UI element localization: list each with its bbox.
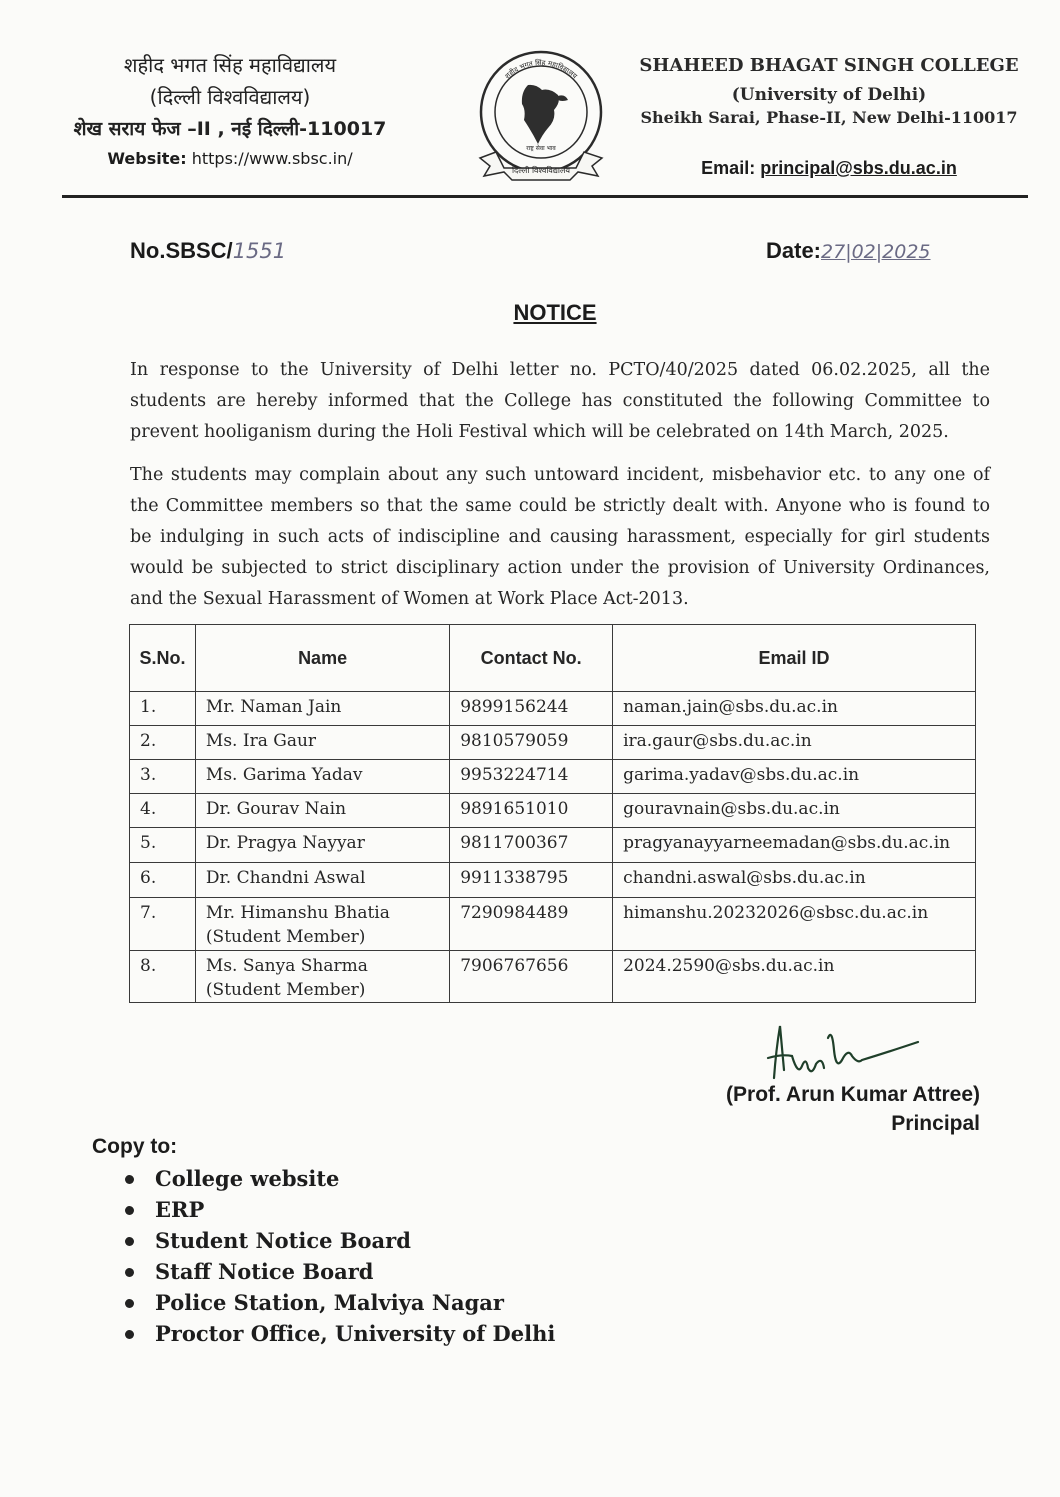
table-row: [130, 692, 976, 726]
cell-name: [195, 863, 449, 898]
cell-sno: [130, 726, 196, 760]
table-row: [130, 760, 976, 794]
cell-contact: [450, 794, 613, 828]
cell-sno: [130, 760, 196, 794]
table-row: [130, 828, 976, 863]
cell-email-text[interactable]: chandni.aswal@sbs.du.ac.in: [623, 868, 866, 888]
reference-number: [130, 238, 286, 264]
cell-sno: [130, 794, 196, 828]
cell-sno: [130, 692, 196, 726]
email-label: Email:: [701, 158, 756, 178]
hindi-college-name: शहीद भगत सिंह महाविद्यालय: [123, 53, 337, 77]
copy-to-item: ERP: [155, 1197, 205, 1222]
date-label: Date:: [766, 238, 822, 263]
copy-to-item: Staff Notice Board: [155, 1259, 374, 1284]
cell-sno: [130, 898, 196, 951]
website-line: [50, 151, 410, 167]
reference-handwritten: 1551: [232, 239, 287, 263]
cell-name: [195, 951, 449, 1003]
list-item: [125, 1163, 555, 1194]
cell-email-text[interactable]: naman.jain@sbs.du.ac.in: [623, 697, 838, 717]
list-item: [125, 1256, 555, 1287]
college-address: Sheikh Sarai, Phase-II, New Delhi-110017: [640, 108, 1018, 127]
table-row: [130, 794, 976, 828]
cell-contact: [450, 692, 613, 726]
cell-name: [195, 898, 449, 951]
cell-email-text[interactable]: garima.yadav@sbs.du.ac.in: [623, 765, 860, 785]
cell-contact-text: 9811700367: [460, 833, 569, 853]
cell-email: [613, 794, 976, 828]
copy-to-item: College website: [155, 1166, 340, 1191]
cell-sno-text: 2.: [140, 731, 157, 751]
cell-email-text[interactable]: gouravnain@sbs.du.ac.in: [623, 799, 840, 819]
cell-contact: [450, 760, 613, 794]
cell-email-text[interactable]: 2024.2590@sbs.du.ac.in: [623, 956, 835, 976]
svg-text:शहीद भगत सिंह महाविद्यालय: [503, 58, 579, 81]
cell-email: [613, 898, 976, 951]
cell-contact-text: 7906767656: [460, 956, 569, 976]
copy-to-label: Copy to:: [92, 1135, 178, 1158]
logo-motto-text: राष्ट्र सेवा भाव: [526, 145, 556, 152]
notice-title: NOTICE: [513, 300, 597, 325]
cell-name: [195, 760, 449, 794]
website-url[interactable]: https://www.sbsc.in/: [191, 149, 353, 168]
table-row: [130, 726, 976, 760]
header-divider: [62, 195, 1028, 198]
cell-email-text[interactable]: pragyanayyarneemadan@sbs.du.ac.in: [623, 833, 951, 853]
hindi-address: शेख सराय फेज –II , नई दिल्ली-110017: [73, 118, 387, 140]
cell-email-text[interactable]: ira.gaur@sbs.du.ac.in: [623, 731, 812, 751]
university-name: (University of Delhi): [731, 85, 927, 105]
cell-sno: [130, 951, 196, 1003]
cell-name-text: Ms. Garima Yadav: [205, 765, 363, 785]
cell-name-text: Ms. Ira Gaur: [205, 731, 317, 751]
email-line: [634, 158, 1024, 179]
cell-contact: [450, 863, 613, 898]
cell-contact-text: 9911338795: [460, 868, 569, 888]
college-name: SHAHEED BHAGAT SINGH COLLEGE: [639, 55, 1019, 76]
list-item: [125, 1194, 555, 1225]
copy-to-item: Police Station, Malviya Nagar: [155, 1290, 504, 1315]
cell-sno-text: 8.: [140, 956, 157, 976]
cell-contact: [450, 951, 613, 1003]
bullet-icon: [125, 1330, 134, 1339]
bullet-icon: [125, 1175, 134, 1184]
table-row: [130, 951, 976, 1003]
cell-name-text: Dr. Chandni Aswal: [205, 868, 366, 888]
copy-to-item: Student Notice Board: [155, 1228, 411, 1253]
reference-label: No.SBSC/: [130, 238, 233, 263]
cell-name: [195, 828, 449, 863]
paragraph-complaint: The students may complain about any such untoward incident, misbehavior etc. to any one of the Committee members so that the same could be strictly dealt with. Anyone who is found to be indulging in such acts of indiscipline and causing harassment, especially for girl students would be subjected to strict disciplinary action under the provision of University Ordinances, and the Sexual Harassment of Women at Work Place Act-2013.: [130, 465, 990, 609]
cell-contact-text: 9953224714: [460, 765, 569, 785]
cell-sno-text: 6.: [140, 868, 157, 888]
signatory-title: Principal: [891, 1112, 980, 1135]
cell-sno-text: 7.: [140, 903, 157, 923]
cell-email: [613, 863, 976, 898]
bullet-icon: [125, 1237, 134, 1246]
website-label: Website:: [107, 149, 187, 168]
cell-contact-text: 9891651010: [460, 799, 569, 819]
cell-name-text: Ms. Sanya Sharma: [205, 956, 368, 976]
copy-to-item: Proctor Office, University of Delhi: [155, 1321, 556, 1346]
cell-member-role: (Student Member): [205, 927, 366, 947]
date-handwritten: 27|02|2025: [821, 241, 931, 263]
table-row: [130, 898, 976, 951]
col-header-sno: S.No.: [130, 625, 196, 692]
cell-contact-text: 9899156244: [460, 697, 569, 717]
cell-email: [613, 726, 976, 760]
cell-email: [613, 692, 976, 726]
cell-name-text: Mr. Himanshu Bhatia: [205, 903, 390, 923]
cell-email-text[interactable]: himanshu.20232026@sbsc.du.ac.in: [623, 903, 929, 923]
cell-name: [195, 794, 449, 828]
col-header-contact: Contact No.: [450, 625, 613, 692]
cell-name: [195, 692, 449, 726]
cell-email: [613, 951, 976, 1003]
cell-name-text: Mr. Naman Jain: [205, 697, 342, 717]
cell-contact: [450, 726, 613, 760]
cell-sno-text: 4.: [140, 799, 157, 819]
cell-name-text: Dr. Pragya Nayyar: [205, 833, 365, 853]
notice-date: [766, 238, 931, 264]
list-item: [125, 1318, 555, 1349]
logo-arc-text: शहीद भगत सिंह महाविद्यालय: [503, 58, 579, 81]
list-item: [125, 1287, 555, 1318]
cell-member-role: (Student Member): [205, 980, 366, 1000]
col-header-name: Name: [195, 625, 449, 692]
cell-contact-text: 9810579059: [460, 731, 569, 751]
col-header-email: Email ID: [613, 625, 976, 692]
cell-contact: [450, 898, 613, 951]
cell-sno: [130, 863, 196, 898]
copy-to-list: [125, 1163, 555, 1349]
cell-email: [613, 828, 976, 863]
cell-contact-text: 7290984489: [460, 903, 569, 923]
logo-ribbon-text: दिल्ली विश्वविद्यालय: [511, 166, 571, 175]
signatory-name: (Prof. Arun Kumar Attree): [726, 1083, 980, 1106]
cell-name-text: Dr. Gourav Nain: [205, 799, 347, 819]
bullet-icon: [125, 1206, 134, 1215]
cell-contact: [450, 828, 613, 863]
cell-sno: [130, 828, 196, 863]
list-item: [125, 1225, 555, 1256]
cell-sno-text: 3.: [140, 765, 157, 785]
cell-sno-text: 5.: [140, 833, 157, 853]
cell-sno-text: 1.: [140, 697, 157, 717]
bullet-icon: [125, 1268, 134, 1277]
principal-email[interactable]: principal@sbs.du.ac.in: [760, 158, 957, 178]
bullet-icon: [125, 1299, 134, 1308]
college-logo: [466, 40, 616, 194]
table-row: [130, 863, 976, 898]
table-header-row: [130, 625, 976, 692]
paragraph-intro: In response to the University of Delhi letter no. PCTO/40/2025 dated 06.02.2025, all the students are hereby informed that the College has constituted the following Committee to prevent hooliganism during the Holi Festival which will be celebrated on 14th March, 2025.: [130, 360, 990, 442]
hindi-university: (दिल्ली विश्वविद्यालय): [149, 85, 311, 109]
cell-email: [613, 760, 976, 794]
committee-table: [129, 624, 976, 1003]
cell-name: [195, 726, 449, 760]
